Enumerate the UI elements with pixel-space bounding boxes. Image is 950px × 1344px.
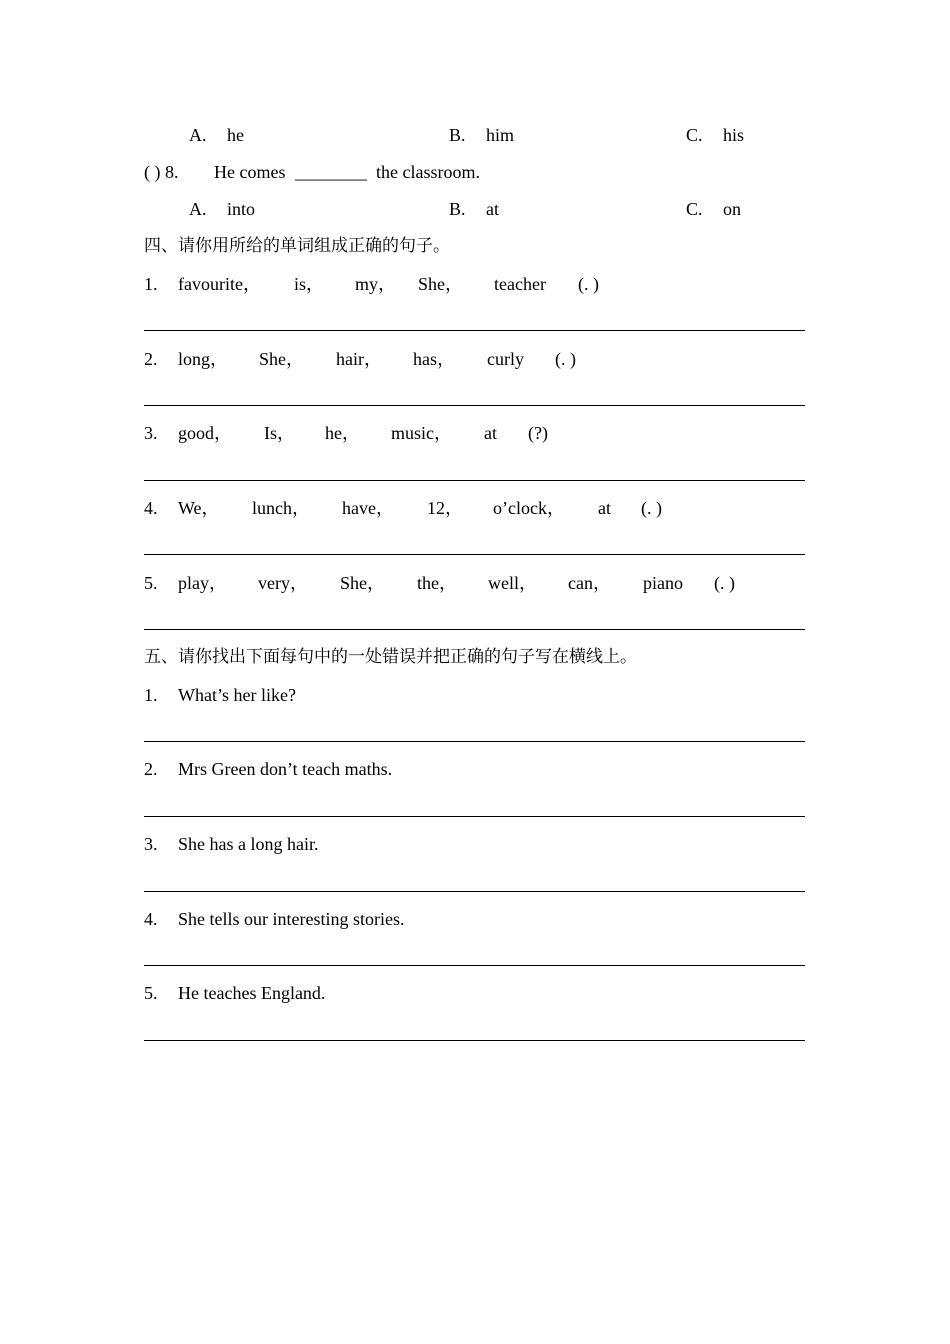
s4-item3-word: he， xyxy=(325,423,360,443)
s4-item5-word: She， xyxy=(340,573,385,593)
s4-item5-word: very， xyxy=(258,573,308,593)
s4-item2-word: hair， xyxy=(336,349,382,369)
q7-option-a-text[interactable]: he xyxy=(227,125,244,145)
s4-item3-word: music， xyxy=(391,423,452,443)
s4-item5-word: the， xyxy=(417,573,457,593)
s4-item5-word: piano xyxy=(643,573,683,593)
q8-option-a-text[interactable]: into xyxy=(227,199,256,219)
s4-item4-punct: (. ) xyxy=(641,498,662,518)
s4-item1-punct: (. ) xyxy=(578,274,599,294)
s5-item2-sentence: Mrs Green don’t teach maths. xyxy=(178,759,393,779)
s5-item2-answer-line[interactable] xyxy=(144,816,805,817)
s5-item1-answer-line[interactable] xyxy=(144,741,805,742)
s5-item4-sentence: She tells our interesting stories. xyxy=(178,909,405,929)
s4-item3-punct: (?) xyxy=(528,423,548,443)
s4-item2-answer-line[interactable] xyxy=(144,405,805,406)
s4-item4-answer-line[interactable] xyxy=(144,554,805,555)
s5-item5-number: 5. xyxy=(144,983,158,1003)
s4-item1-word: favourite， xyxy=(178,274,261,294)
s4-item5-answer-line[interactable] xyxy=(144,629,805,630)
s4-item3-word: at xyxy=(484,423,497,443)
q8-answer-paren[interactable]: ( ) 8. xyxy=(144,162,179,182)
s4-item2-number: 2. xyxy=(144,349,158,369)
q7-option-b-text[interactable]: him xyxy=(486,125,515,145)
s4-item1-answer-line[interactable] xyxy=(144,330,805,331)
s4-item4-word: have， xyxy=(342,498,394,518)
s5-item3-answer-line[interactable] xyxy=(144,891,805,892)
s4-item4-word: lunch， xyxy=(252,498,310,518)
s4-item1-word: is， xyxy=(294,274,325,294)
s5-item4-number: 4. xyxy=(144,909,158,929)
s4-item5-number: 5. xyxy=(144,573,158,593)
q8-option-b-letter: B. xyxy=(449,199,466,219)
s4-item1-word: She， xyxy=(418,274,463,294)
s4-item5-word: well， xyxy=(488,573,537,593)
s4-item4-number: 4. xyxy=(144,498,158,518)
s4-item2-word: has， xyxy=(413,349,455,369)
s4-item3-answer-line[interactable] xyxy=(144,480,805,481)
q8-stem-after: the classroom. xyxy=(376,162,480,182)
s4-item2-word: long， xyxy=(178,349,229,369)
s4-item3-number: 3. xyxy=(144,423,158,443)
s4-item4-word: at xyxy=(598,498,611,518)
q7-option-c-letter: C. xyxy=(686,125,703,145)
s4-item3-word: good， xyxy=(178,423,232,443)
s4-item5-word: play， xyxy=(178,573,227,593)
s4-item2-word: curly xyxy=(487,349,524,369)
q8-option-c-text[interactable]: on xyxy=(723,199,741,219)
q7-option-b-letter: B. xyxy=(449,125,466,145)
section4-title: 四、请你用所给的单词组成正确的句子。 xyxy=(144,236,450,256)
s5-item3-number: 3. xyxy=(144,834,158,854)
s5-item1-sentence: What’s her like? xyxy=(178,685,296,705)
s4-item1-word: my， xyxy=(355,274,397,294)
section5-title: 五、请你找出下面每句中的一处错误并把正确的句子写在横线上。 xyxy=(144,647,637,667)
q8-stem-before: He comes xyxy=(214,162,286,182)
q8-option-c-letter: C. xyxy=(686,199,703,219)
q8-stem-blank[interactable]: ________ xyxy=(295,162,367,182)
s4-item3-word: Is， xyxy=(264,423,295,443)
s4-item1-word: teacher xyxy=(494,274,546,294)
s5-item2-number: 2. xyxy=(144,759,158,779)
s5-item1-number: 1. xyxy=(144,685,158,705)
q7-option-a-letter: A. xyxy=(189,125,207,145)
q7-option-c-text[interactable]: his xyxy=(723,125,745,145)
s5-item4-answer-line[interactable] xyxy=(144,965,805,966)
s5-item5-answer-line[interactable] xyxy=(144,1040,805,1041)
s4-item4-word: 12， xyxy=(427,498,463,518)
s4-item5-word: can， xyxy=(568,573,611,593)
s4-item2-word: She， xyxy=(259,349,304,369)
s4-item1-number: 1. xyxy=(144,274,158,294)
q8-option-b-text[interactable]: at xyxy=(486,199,499,219)
s4-item4-word: o’clock， xyxy=(493,498,565,518)
s4-item4-word: We， xyxy=(178,498,220,518)
s4-item2-punct: (. ) xyxy=(555,349,576,369)
s5-item3-sentence: She has a long hair. xyxy=(178,834,319,854)
q8-option-a-letter: A. xyxy=(189,199,207,219)
s5-item5-sentence: He teaches England. xyxy=(178,983,326,1003)
s4-item5-punct: (. ) xyxy=(714,573,735,593)
